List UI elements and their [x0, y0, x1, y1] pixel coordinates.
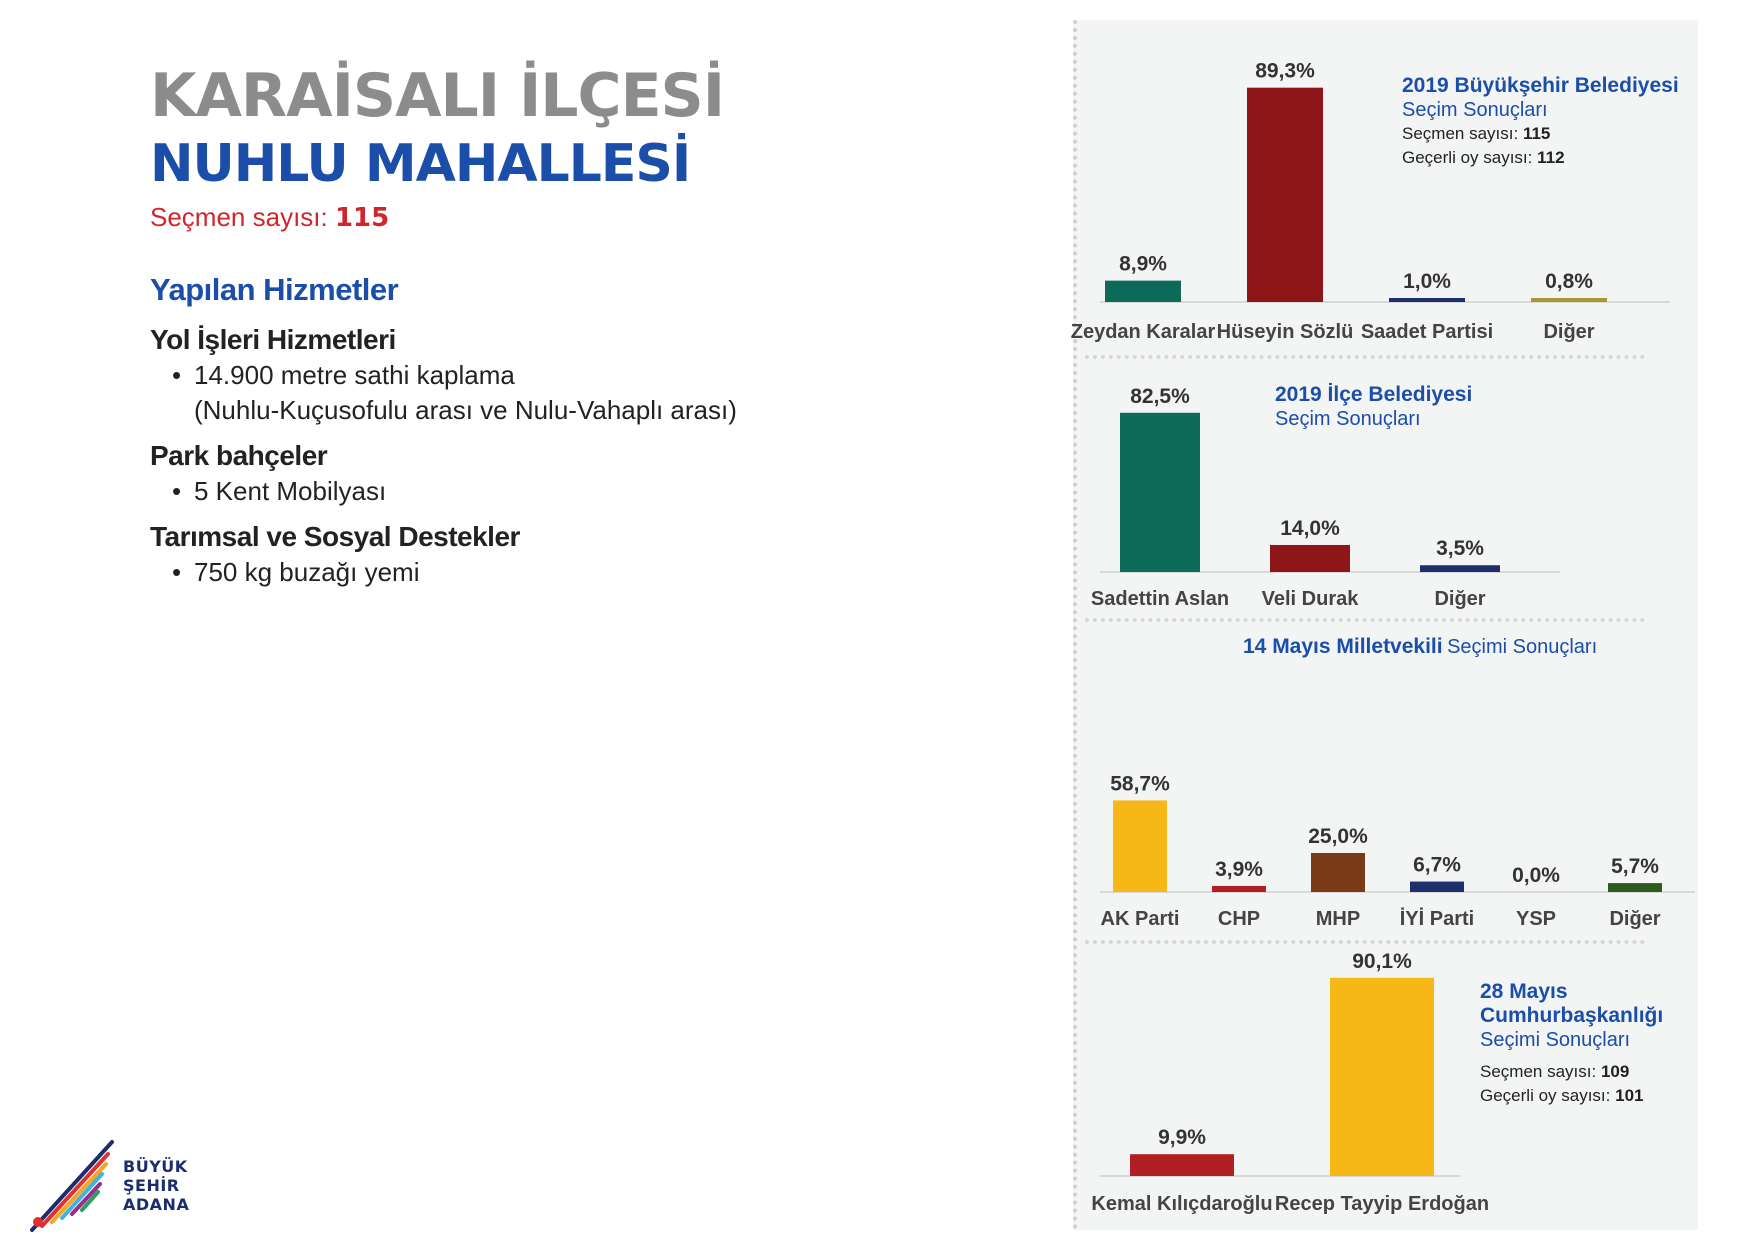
chart-value-label: 1,0%: [1403, 270, 1451, 293]
chart-value-label: 3,9%: [1215, 857, 1263, 881]
chart-bar: [1270, 545, 1350, 572]
chart-bar: [1212, 886, 1266, 892]
chart-category-label: Saadet Partisi: [1360, 321, 1494, 343]
logo-wordmark: [123, 1157, 189, 1214]
chart-bar: [1105, 281, 1181, 302]
legend-subtitle: Seçim Sonuçları: [1402, 99, 1548, 121]
chart-category-label: Diğer: [1543, 321, 1595, 343]
chart-bar: [1410, 882, 1464, 892]
legend-title-line2: Cumhurbaşkanlığı: [1480, 1004, 1664, 1027]
legend-title: 14 Mayıs Milletvekili: [1243, 635, 1443, 658]
chart-category-label: Diğer: [1434, 588, 1486, 610]
chart-bar: [1330, 978, 1434, 1176]
legend-valid-label: Geçerli oy sayısı:: [1402, 148, 1533, 167]
voter-count-value: 115: [334, 203, 390, 233]
legend-subtitle: Seçimi Sonuçları: [1447, 636, 1598, 658]
chart-value-label: 58,7%: [1110, 772, 1170, 796]
chart-value-label: 8,9%: [1119, 252, 1167, 276]
chart-bar: [1531, 298, 1607, 302]
service-item: • 14.900 metre sathi kaplama: [172, 358, 737, 393]
legend-title: 2019 Büyükşehir Belediyesi: [1402, 74, 1679, 97]
service-category: Park bahçeler: [150, 440, 328, 471]
legend-voters-value: 109: [1600, 1062, 1630, 1081]
chart-category-label: Sadettin Aslan: [1090, 588, 1230, 610]
service-item: • 750 kg buzağı yemi: [172, 555, 737, 590]
chart-category-label: İYİ Parti: [1399, 908, 1475, 930]
service-item: • 5 Kent Mobilyası: [172, 474, 737, 509]
district-title: KARAİSALI İLÇESİ: [150, 61, 725, 131]
chart-category-label: Hüseyin Sözlü: [1216, 321, 1354, 343]
legend-valid-value: 112: [1537, 148, 1565, 167]
service-item-detail: (Nuhlu-Kuçusofulu arası ve Nulu-Vahaplı arası): [194, 395, 737, 425]
chart-value-label: 5,7%: [1611, 855, 1659, 879]
legend-title: 2019 İlçe Belediyesi: [1275, 383, 1473, 406]
legend-voters-label: Seçmen sayısı:: [1480, 1062, 1597, 1081]
chart-category-label: Recep Tayyip Erdoğan: [1274, 1193, 1490, 1215]
chart-value-label: 89,3%: [1255, 59, 1315, 83]
chart-category-label: Kemal Kılıçdaroğlu: [1091, 1193, 1273, 1215]
legend-voters-label: Seçmen sayısı:: [1402, 124, 1519, 143]
chart-bar: [1389, 298, 1465, 302]
legend-valid-label: Geçerli oy sayısı:: [1480, 1086, 1611, 1105]
chart-category-label: Veli Durak: [1261, 588, 1359, 610]
chart-value-label: 25,0%: [1308, 825, 1368, 848]
logo-text-line2: ŞEHİR: [123, 1176, 180, 1195]
chart-value-label: 9,9%: [1158, 1126, 1206, 1150]
services-heading: Yapılan Hizmetler: [150, 272, 399, 307]
chart-value-label: 0,0%: [1512, 864, 1560, 887]
chart-bar: [1247, 88, 1323, 302]
legend-valid-value: 101: [1615, 1086, 1644, 1105]
chart-value-label: 90,1%: [1352, 949, 1412, 973]
chart-value-label: 82,5%: [1130, 384, 1190, 408]
chart-bar: [1311, 853, 1365, 892]
chart-category-label: Diğer: [1609, 908, 1661, 930]
voter-count-label: Seçmen sayısı:: [150, 202, 328, 232]
legend-voters-value: 115: [1522, 124, 1551, 143]
chart-value-label: 6,7%: [1413, 853, 1461, 877]
logo-text-line1: BÜYÜK: [123, 1157, 188, 1176]
chart-category-label: CHP: [1217, 908, 1261, 930]
legend-subtitle: Seçimi Sonuçları: [1480, 1029, 1631, 1051]
chart-bar: [1120, 413, 1200, 572]
chart-bar: [1420, 565, 1500, 572]
neighborhood-title: NUHLU MAHALLESİ: [150, 134, 691, 194]
chart-value-label: 14,0%: [1280, 516, 1340, 540]
chart-value-label: 0,8%: [1545, 270, 1593, 293]
chart-category-label: Zeydan Karalar: [1070, 321, 1216, 343]
chart-category-label: AK Parti: [1100, 908, 1180, 930]
chart-bar: [1113, 800, 1167, 892]
service-category: Tarımsal ve Sosyal Destekler: [150, 521, 520, 552]
chart-value-label: 3,5%: [1436, 537, 1484, 561]
chart-bar: [1608, 883, 1662, 892]
logo-text-line3: ADANA: [123, 1195, 190, 1214]
service-category: Yol İşleri Hizmetleri: [150, 324, 396, 355]
legend-title: 28 Mayıs: [1480, 980, 1568, 1003]
chart-category-label: YSP: [1515, 908, 1557, 930]
chart-bar: [1130, 1154, 1234, 1176]
legend-subtitle: Seçim Sonuçları: [1275, 408, 1421, 430]
chart-category-label: MHP: [1315, 908, 1361, 930]
